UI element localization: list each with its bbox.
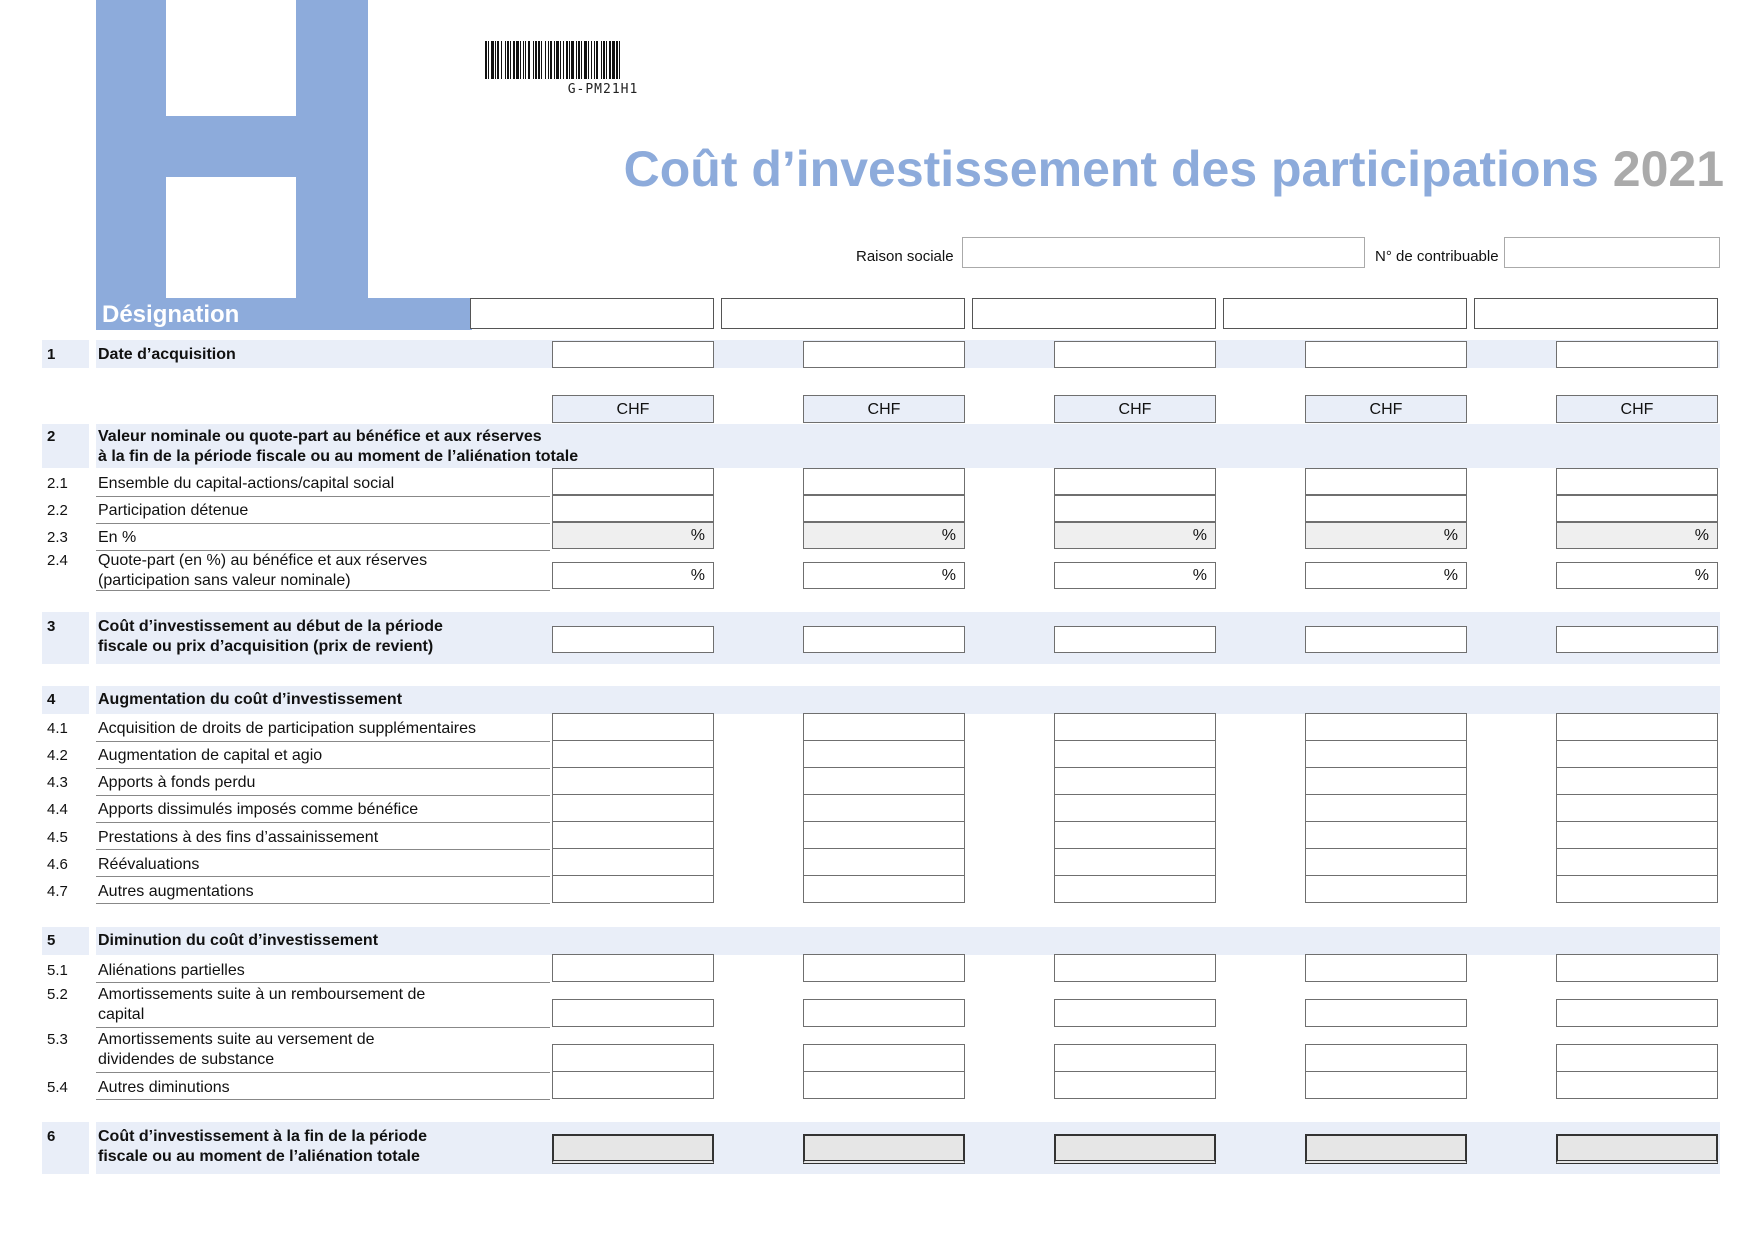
row-4-6-underline — [96, 876, 550, 877]
row-2-3-percent-sign-col-1: % — [690, 527, 705, 544]
row-4-2-input-col-2[interactable] — [803, 740, 965, 768]
row-2-1-underline — [96, 496, 550, 497]
h-letter-gap-bottom — [166, 177, 296, 298]
barcode-text: G-PM21H1 — [567, 82, 639, 97]
row-4-6-input-col-4[interactable] — [1305, 848, 1467, 876]
row-2-1-input-col-5[interactable] — [1556, 468, 1718, 495]
row-4-4-input-col-4[interactable] — [1305, 794, 1467, 822]
row-6-input-col-1 — [552, 1134, 714, 1164]
row-5-2-underline — [96, 1027, 550, 1028]
row-4-1-label: Acquisition de droits de participation supplémentaires — [98, 720, 476, 737]
currency-label-col-4: CHF — [1305, 395, 1467, 423]
row-4-2-underline — [96, 768, 550, 769]
row-5-1-input-col-2[interactable] — [803, 954, 965, 982]
row-5-3-input-col-1[interactable] — [552, 1044, 714, 1072]
row-4-5-label: Prestations à des fins d’assainissement — [98, 829, 379, 846]
row-2-1-number: 2.1 — [47, 475, 68, 492]
row-2-4-number: 2.4 — [47, 552, 68, 569]
row-5-1-input-col-4[interactable] — [1305, 954, 1467, 982]
row-5-label: Diminution du coût d’investissement — [98, 932, 379, 949]
row-4-1-input-col-4[interactable] — [1305, 713, 1467, 741]
row-4-3-number: 4.3 — [47, 774, 68, 791]
row-4-3-label: Apports à fonds perdu — [98, 774, 256, 791]
row-5-3-input-col-2[interactable] — [803, 1044, 965, 1072]
row-5-2-label-line-1: Amortissements suite à un remboursement de — [98, 986, 426, 1003]
row-2-4-label — [98, 551, 427, 591]
row-5-4-input-col-3[interactable] — [1054, 1071, 1216, 1099]
row-4-7-input-col-4[interactable] — [1305, 875, 1467, 903]
designation-input-5[interactable] — [1474, 298, 1718, 329]
row-5-3-number: 5.3 — [47, 1031, 68, 1048]
row-2-1-input-col-1[interactable] — [552, 468, 714, 495]
row-2-4-percent-sign-col-1: % — [690, 567, 705, 584]
row-4-3-input-col-4[interactable] — [1305, 767, 1467, 795]
currency-label-col-3: CHF — [1054, 395, 1216, 423]
row-2-number: 2 — [47, 428, 56, 445]
row-4-6-input-col-3[interactable] — [1054, 848, 1216, 876]
row-5-2-input-col-5[interactable] — [1556, 999, 1718, 1027]
designation-input-2[interactable] — [721, 298, 965, 329]
row-2-4-label-line-2: (participation sans valeur nominale) — [98, 572, 351, 589]
row-2-4-input-col-3[interactable] — [1054, 562, 1216, 589]
form-letter-h — [96, 0, 368, 298]
row-5-2-input-col-1[interactable] — [552, 999, 714, 1027]
row-6-input-col-2 — [803, 1134, 965, 1164]
row-2-4-input-col-5[interactable] — [1556, 562, 1718, 589]
row-4-3-input-col-2[interactable] — [803, 767, 965, 795]
row-5-4-input-col-1[interactable] — [552, 1071, 714, 1099]
row-5-2-number: 5.2 — [47, 986, 68, 1003]
row-3-input-col-4[interactable] — [1305, 626, 1467, 653]
row-3-label — [98, 617, 443, 657]
row-4-2-number: 4.2 — [47, 747, 68, 764]
row-4-7-input-col-1[interactable] — [552, 875, 714, 903]
row-4-6-input-col-1[interactable] — [552, 848, 714, 876]
row-4-3-input-col-1[interactable] — [552, 767, 714, 795]
row-2-3-input-col-4[interactable] — [1305, 522, 1467, 549]
title-text: Coût d’investissement des participations — [623, 141, 1599, 197]
row-6-input-col-4 — [1305, 1134, 1467, 1164]
row-4-1-number: 4.1 — [47, 720, 68, 737]
row-4-4-underline — [96, 822, 550, 823]
row-4-number: 4 — [47, 691, 56, 708]
row-5-4-input-col-5[interactable] — [1556, 1071, 1718, 1099]
barcode — [485, 41, 721, 79]
row-4-2-input-col-1[interactable] — [552, 740, 714, 768]
row-4-5-underline — [96, 849, 550, 850]
row-4-6-number: 4.6 — [47, 856, 68, 873]
row-6-label — [98, 1127, 427, 1167]
row-5-1-number: 5.1 — [47, 962, 68, 979]
row-2-4-percent-sign-col-5: % — [1694, 567, 1709, 584]
row-2-2-number: 2.2 — [47, 502, 68, 519]
row-5-4-underline — [96, 1099, 550, 1100]
row-4-4-input-col-1[interactable] — [552, 794, 714, 822]
row-2-2-input-col-4[interactable] — [1305, 495, 1467, 522]
row-2-4-percent-sign-col-3: % — [1192, 567, 1207, 584]
row-5-4-number: 5.4 — [47, 1079, 68, 1096]
row-2-3-percent-sign-col-5: % — [1694, 527, 1709, 544]
row-5-1-input-col-5[interactable] — [1556, 954, 1718, 982]
row-4-7-input-col-3[interactable] — [1054, 875, 1216, 903]
currency-label-col-2: CHF — [803, 395, 965, 423]
row-4-7-number: 4.7 — [47, 883, 68, 900]
row-2-3-percent-sign-col-2: % — [941, 527, 956, 544]
row-5-4-label: Autres diminutions — [98, 1079, 230, 1096]
row-4-4-label: Apports dissimulés imposés comme bénéfice — [98, 801, 419, 818]
row-5-4-input-col-2[interactable] — [803, 1071, 965, 1099]
row-1-input-col-1[interactable] — [552, 341, 714, 368]
row-4-4-number: 4.4 — [47, 801, 68, 818]
row-6-label-line-1: Coût d’investissement à la fin de la période — [98, 1128, 427, 1145]
row-5-1-input-col-1[interactable] — [552, 954, 714, 982]
row-1-input-col-5[interactable] — [1556, 341, 1718, 368]
currency-label-col-1: CHF — [552, 395, 714, 423]
row-2-1-input-col-3[interactable] — [1054, 468, 1216, 495]
row-2-4-underline — [96, 590, 550, 591]
row-4-7-input-col-5[interactable] — [1556, 875, 1718, 903]
row-2-4-label-line-1: Quote-part (en %) au bénéfice et aux réserves — [98, 552, 428, 569]
row-4-6-input-col-2[interactable] — [803, 848, 965, 876]
row-1-input-col-4[interactable] — [1305, 341, 1467, 368]
row-5-1-label: Aliénations partielles — [98, 962, 245, 979]
row-6-label-line-2: fiscale ou au moment de l’aliénation totale — [98, 1148, 420, 1165]
row-4-7-underline — [96, 903, 550, 904]
row-2-1-input-col-4[interactable] — [1305, 468, 1467, 495]
row-4-2-input-col-4[interactable] — [1305, 740, 1467, 768]
title-year: 2021 — [1612, 141, 1724, 197]
row-2-3-input-col-2[interactable] — [803, 522, 965, 549]
row-3-input-col-1[interactable] — [552, 626, 714, 653]
row-2-3-percent-sign-col-4: % — [1443, 527, 1458, 544]
row-4-label: Augmentation du coût d’investissement — [98, 691, 403, 708]
row-4-6-label: Réévaluations — [98, 856, 200, 873]
row-5-number: 5 — [47, 932, 56, 949]
row-4-5-input-col-1[interactable] — [552, 821, 714, 849]
row-2-3-percent-sign-col-3: % — [1192, 527, 1207, 544]
row-2-2-label: Participation détenue — [98, 502, 249, 519]
row-5-2-input-col-2[interactable] — [803, 999, 965, 1027]
row-3-input-col-5[interactable] — [1556, 626, 1718, 653]
row-2-4-percent-sign-col-2: % — [941, 567, 956, 584]
row-2-label-line-2: à la fin de la période fiscale ou au moment de l’aliénation totale — [98, 448, 579, 465]
row-5-2-label — [98, 985, 425, 1025]
row-5-3-input-col-5[interactable] — [1556, 1044, 1718, 1072]
row-4-4-input-col-3[interactable] — [1054, 794, 1216, 822]
row-5-3-underline — [96, 1072, 550, 1073]
row-2-4-input-col-2[interactable] — [803, 562, 965, 589]
row-3-label-line-2: fiscale ou prix d’acquisition (prix de revient) — [98, 638, 434, 655]
row-5-2-input-col-3[interactable] — [1054, 999, 1216, 1027]
raison-sociale-label: Raison sociale — [856, 248, 954, 265]
row-2-1-input-col-2[interactable] — [803, 468, 965, 495]
row-4-1-input-col-2[interactable] — [803, 713, 965, 741]
raison-sociale-input[interactable] — [962, 237, 1365, 268]
row-5-3-input-col-4[interactable] — [1305, 1044, 1467, 1072]
contribuable-input[interactable] — [1504, 237, 1720, 268]
row-4-5-input-col-3[interactable] — [1054, 821, 1216, 849]
row-4-6-input-col-5[interactable] — [1556, 848, 1718, 876]
row-2-2-input-col-3[interactable] — [1054, 495, 1216, 522]
row-6-input-col-5 — [1556, 1134, 1718, 1164]
row-4-3-underline — [96, 795, 550, 796]
row-2-4-input-col-1[interactable] — [552, 562, 714, 589]
row-3-number: 3 — [47, 618, 56, 635]
row-1-label: Date d’acquisition — [98, 346, 236, 363]
row-2-4-percent-sign-col-4: % — [1443, 567, 1458, 584]
row-4-4-input-col-5[interactable] — [1556, 794, 1718, 822]
designation-input-3[interactable] — [972, 298, 1216, 329]
row-6-input-col-3 — [1054, 1134, 1216, 1164]
row-6-number: 6 — [47, 1128, 56, 1145]
row-2-2-input-col-5[interactable] — [1556, 495, 1718, 522]
designation-input-4[interactable] — [1223, 298, 1467, 329]
row-2-2-input-col-2[interactable] — [803, 495, 965, 522]
row-1-number: 1 — [47, 346, 56, 363]
row-4-3-input-col-3[interactable] — [1054, 767, 1216, 795]
row-4-5-input-col-5[interactable] — [1556, 821, 1718, 849]
row-4-1-input-col-3[interactable] — [1054, 713, 1216, 741]
row-5-2-input-col-4[interactable] — [1305, 999, 1467, 1027]
row-5-3-label — [98, 1030, 375, 1070]
page-title — [624, 140, 1724, 198]
row-4-5-number: 4.5 — [47, 829, 68, 846]
row-5-3-label-line-1: Amortissements suite au versement de — [98, 1031, 375, 1048]
designation-input-1[interactable] — [470, 298, 714, 329]
row-4-2-label: Augmentation de capital et agio — [98, 747, 323, 764]
row-2-3-label: En % — [98, 529, 137, 546]
row-2-3-number: 2.3 — [47, 529, 68, 546]
row-4-1-input-col-5[interactable] — [1556, 713, 1718, 741]
row-2-2-underline — [96, 523, 550, 524]
row-4-5-input-col-4[interactable] — [1305, 821, 1467, 849]
row-4-2-input-col-3[interactable] — [1054, 740, 1216, 768]
designation-label: Désignation — [102, 301, 240, 328]
currency-label-col-5: CHF — [1556, 395, 1718, 423]
row-4-2-input-col-5[interactable] — [1556, 740, 1718, 768]
row-2-1-label: Ensemble du capital-actions/capital social — [98, 475, 395, 492]
row-4-1-underline — [96, 741, 550, 742]
row-1-input-col-3[interactable] — [1054, 341, 1216, 368]
row-5-3-label-line-2: dividendes de substance — [98, 1051, 275, 1068]
row-2-3-input-col-1[interactable] — [552, 522, 714, 549]
row-5-2-label-line-2: capital — [98, 1006, 145, 1023]
row-5-1-input-col-3[interactable] — [1054, 954, 1216, 982]
row-2-label-line-1: Valeur nominale ou quote-part au bénéfice et aux réserves — [98, 428, 542, 445]
row-4-4-input-col-2[interactable] — [803, 794, 965, 822]
row-3-input-col-2[interactable] — [803, 626, 965, 653]
row-5-4-input-col-4[interactable] — [1305, 1071, 1467, 1099]
row-4-7-input-col-2[interactable] — [803, 875, 965, 903]
row-3-input-col-3[interactable] — [1054, 626, 1216, 653]
row-2-label — [98, 427, 578, 467]
row-2-3-input-col-3[interactable] — [1054, 522, 1216, 549]
row-3-label-line-1: Coût d’investissement au début de la période — [98, 618, 443, 635]
row-1-input-col-2[interactable] — [803, 341, 965, 368]
row-5-3-input-col-3[interactable] — [1054, 1044, 1216, 1072]
row-4-3-input-col-5[interactable] — [1556, 767, 1718, 795]
row-2-2-input-col-1[interactable] — [552, 495, 714, 522]
h-letter-gap-top — [166, 0, 296, 116]
row-2-4-input-col-4[interactable] — [1305, 562, 1467, 589]
contribuable-label: N° de contribuable — [1375, 248, 1499, 265]
row-5-1-underline — [96, 982, 550, 983]
row-2-3-input-col-5[interactable] — [1556, 522, 1718, 549]
row-4-7-label: Autres augmentations — [98, 883, 254, 900]
row-4-1-input-col-1[interactable] — [552, 713, 714, 741]
row-4-5-input-col-2[interactable] — [803, 821, 965, 849]
